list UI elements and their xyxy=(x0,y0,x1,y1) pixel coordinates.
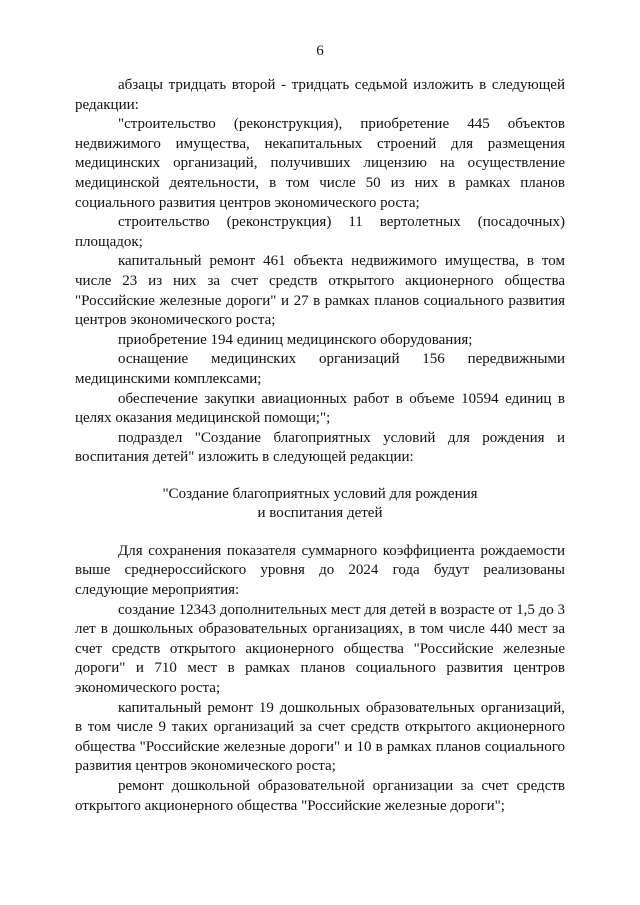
section-heading-line: и воспитания детей xyxy=(257,504,383,521)
paragraph: "строительство (реконструкция), приобретение 445 объектов недвижимого имущества, некапитальных строений для размещения медицинских организаций, получивших лицензию на осуществление медицинской деятельности, в том числе 50 из них в рамках планов социального развития центров экономического роста; xyxy=(75,116,565,211)
paragraph: подраздел "Создание благоприятных условий для рождения и воспитания детей" изложить в следующей редакции: xyxy=(75,429,565,466)
paragraph: создание 12343 дополнительных мест для детей в возрасте от 1,5 до 3 лет в дошкольных образовательных организациях, в том числе 440 мест за счет средств открытого акционерного общества "Российские железные дороги" и 710 мест в рамках планов социального развития центров экономического роста; xyxy=(75,601,565,697)
paragraph: оснащение медицинских организаций 156 передвижными медицинскими комплексами; xyxy=(75,351,565,387)
paragraph: приобретение 194 единиц медицинского оборудования; xyxy=(118,331,473,348)
paragraph: абзацы тридцать второй - тридцать седьмой изложить в следующей редакции: xyxy=(75,77,565,113)
section-heading-line: "Создание благоприятных условий для рождения xyxy=(162,485,478,502)
page-number: 6 xyxy=(316,43,324,59)
paragraph: ремонт дошкольной образовательной организации за счет средств открытого акционерного общества "Российские железные дороги"; xyxy=(75,778,565,814)
paragraph: Для сохранения показателя суммарного коэффициента рождаемости выше среднероссийского уровня до 2024 года будут реализованы следующие мероприятия: xyxy=(75,542,565,599)
paragraph: строительство (реконструкция) 11 вертолетных (посадочных) площадок; xyxy=(75,214,565,250)
paragraph: капитальный ремонт 461 объекта недвижимого имущества, в том числе 23 из них за счет средств открытого акционерного общества "Российские железные дороги" и 27 в рамках планов социального развития центров экономического роста; xyxy=(75,253,565,329)
section-heading xyxy=(75,485,565,523)
document-body xyxy=(75,76,565,816)
paragraph: обеспечение закупки авиационных работ в объеме 10594 единиц в целях оказания медицинской помощи;"; xyxy=(75,390,565,427)
paragraph: капитальный ремонт 19 дошкольных образовательных организаций, в том числе 9 таких организаций за счет средств открытого акционерного общества "Российские железные дороги" и 10 в рамках планов социального развития центров экономического роста; xyxy=(75,699,565,775)
